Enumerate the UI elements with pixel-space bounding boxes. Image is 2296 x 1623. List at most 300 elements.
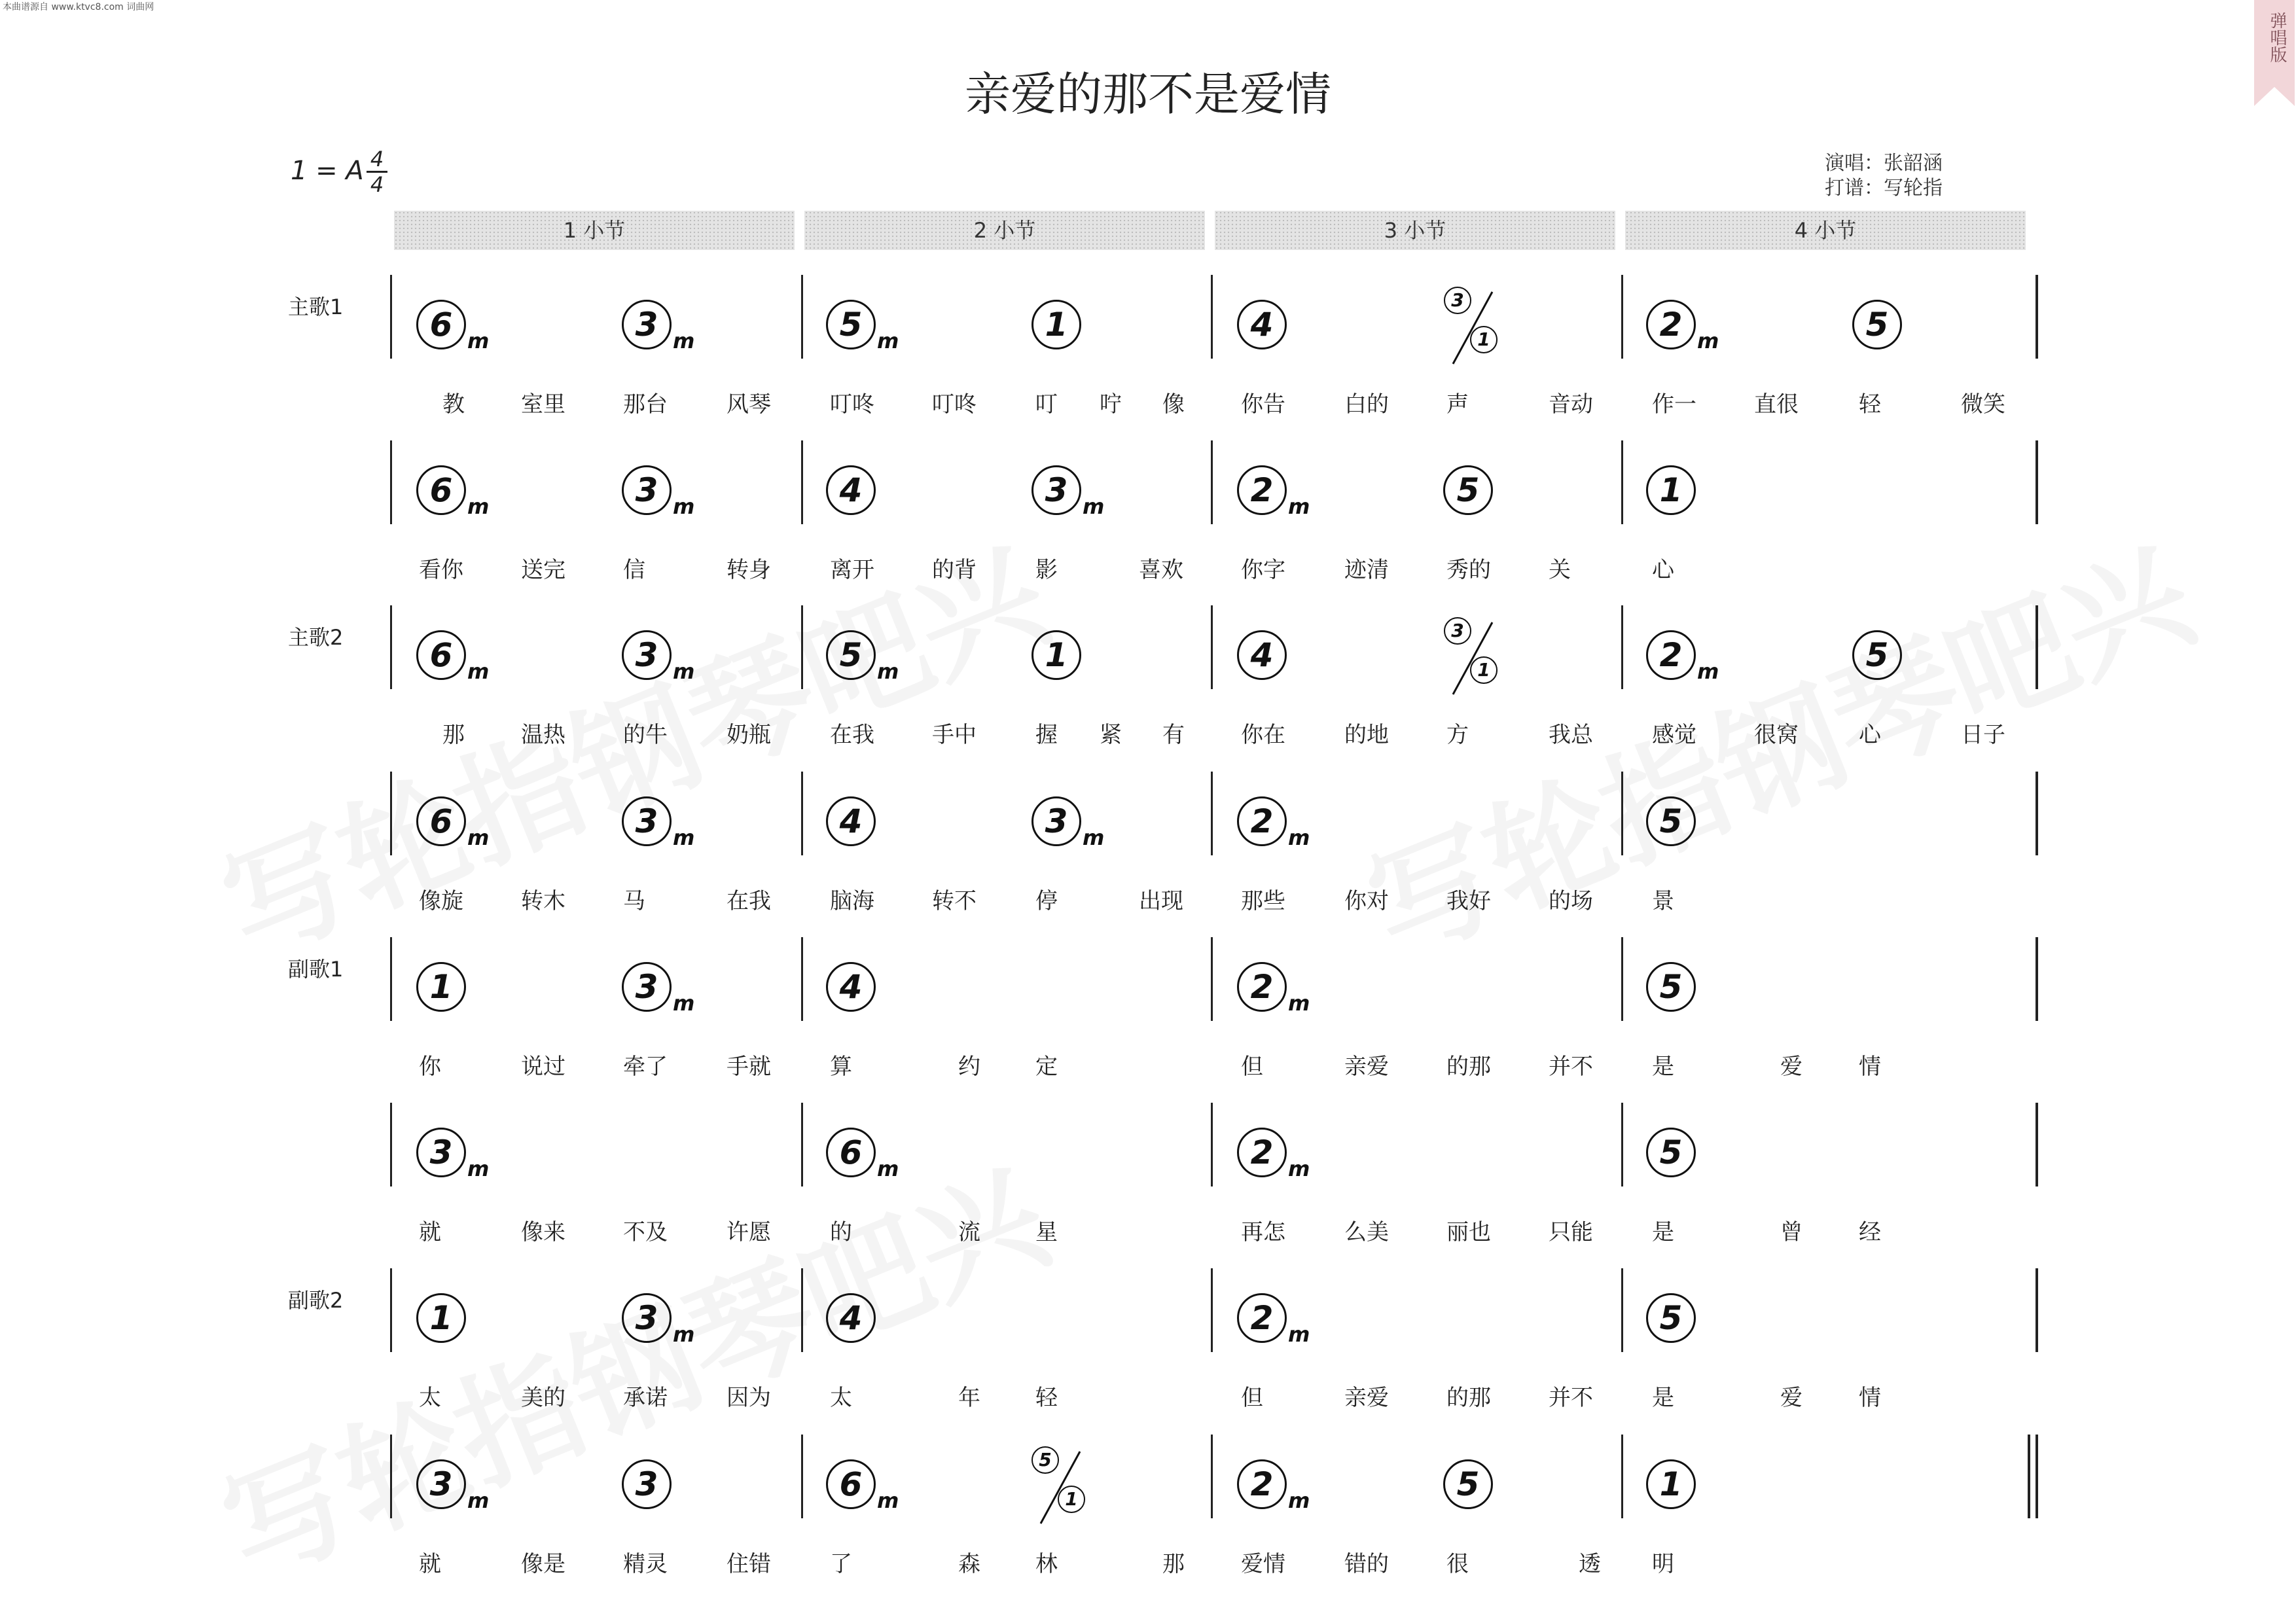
chord-symbol xyxy=(1031,300,1084,352)
slash-chord xyxy=(1440,617,1505,696)
measure-header-4: 4 小节 xyxy=(1625,211,2026,250)
chord-degree: 3 xyxy=(622,300,672,349)
chord-symbol xyxy=(1237,630,1289,683)
lyric-syllable: 住错 xyxy=(726,1551,771,1577)
chord-degree: 4 xyxy=(826,1293,876,1343)
chord-symbol xyxy=(1031,630,1084,683)
barline xyxy=(2036,275,2038,359)
lyric-syllable: 的那 xyxy=(1446,1054,1491,1080)
chord-degree: 5 xyxy=(1646,962,1696,1012)
barline xyxy=(390,772,392,855)
chord-degree: 3 xyxy=(1031,465,1081,515)
chord-symbol xyxy=(416,300,490,353)
chord-symbol xyxy=(416,630,490,684)
barline xyxy=(390,1435,392,1518)
section-label: 主歌1 xyxy=(288,294,344,319)
lyric-syllable: 信 xyxy=(623,557,645,583)
chord-degree: 6 xyxy=(416,465,466,515)
barline xyxy=(2036,937,2038,1021)
chord-minor-mark: m xyxy=(877,329,899,353)
lyric-syllable: 亲爱 xyxy=(1344,1385,1389,1411)
chord-degree: 1 xyxy=(1646,1459,1696,1509)
chord-degree: 4 xyxy=(1237,630,1287,680)
lyric-syllable: 的地 xyxy=(1344,722,1389,748)
lyric-syllable: 是 xyxy=(1652,1385,1674,1411)
lyric-syllable: 那 xyxy=(442,722,465,748)
barline xyxy=(390,440,392,524)
lyric-syllable: 亲爱 xyxy=(1344,1054,1389,1080)
chord-symbol xyxy=(622,962,695,1016)
slash-chord-bass: 1 xyxy=(1470,326,1498,353)
chord-symbol xyxy=(1237,300,1289,352)
barline xyxy=(1621,937,1623,1021)
chord-degree: 5 xyxy=(1852,630,1902,680)
lyric-syllable: 喜欢 xyxy=(1139,557,1183,583)
watermark xyxy=(194,1120,1068,1611)
chord-minor-mark: m xyxy=(467,494,490,519)
chord-symbol xyxy=(1646,630,1719,684)
chord-symbol xyxy=(1852,300,1905,352)
barline xyxy=(1211,1103,1213,1186)
chord-symbol xyxy=(826,1293,878,1346)
lyric-syllable: 叮 xyxy=(1035,391,1058,418)
chord-degree: 1 xyxy=(1646,465,1696,515)
barline xyxy=(1211,605,1213,689)
lyric-syllable: 并不 xyxy=(1549,1054,1593,1080)
lyric-syllable: 像来 xyxy=(521,1219,565,1245)
lyric-syllable: 情 xyxy=(1859,1054,1881,1080)
lyric-syllable: 紧 xyxy=(1100,722,1122,748)
lyric-syllable: 你在 xyxy=(1241,722,1285,748)
lyric-syllable: 的牛 xyxy=(623,722,668,748)
chord-symbol xyxy=(826,1459,899,1513)
lyric-syllable: 林 xyxy=(1035,1551,1058,1577)
lyric-syllable: 出现 xyxy=(1139,888,1183,914)
lyric-syllable: 流 xyxy=(958,1219,980,1245)
lyric-syllable: 感觉 xyxy=(1652,722,1696,748)
chord-degree: 1 xyxy=(416,962,466,1012)
barline xyxy=(2036,605,2038,689)
chord-symbol xyxy=(622,630,695,684)
barline xyxy=(390,1268,392,1352)
lyric-syllable: 经 xyxy=(1859,1219,1881,1245)
lyric-syllable: 室里 xyxy=(521,391,565,418)
lyric-syllable: 的背 xyxy=(932,557,977,583)
chord-minor-mark: m xyxy=(1288,1156,1310,1181)
chord-minor-mark: m xyxy=(673,825,695,850)
chord-minor-mark: m xyxy=(877,1488,899,1513)
barline xyxy=(801,275,803,359)
lyric-syllable: 轻 xyxy=(1859,391,1881,418)
barline xyxy=(801,605,803,689)
lyric-syllable: 并不 xyxy=(1549,1385,1593,1411)
chord-degree: 6 xyxy=(416,630,466,680)
lyric-syllable: 很窝 xyxy=(1754,722,1799,748)
lyric-syllable: 就 xyxy=(419,1551,441,1577)
lyric-syllable: 你对 xyxy=(1344,888,1389,914)
lyric-syllable: 年 xyxy=(958,1385,980,1411)
lyric-syllable: 爱 xyxy=(1780,1054,1803,1080)
slash-chord-bass: 1 xyxy=(1058,1486,1085,1513)
barline xyxy=(1621,1268,1623,1352)
lyric-syllable: 约 xyxy=(958,1054,980,1080)
chord-symbol xyxy=(416,1128,490,1181)
lyric-syllable: 是 xyxy=(1652,1219,1674,1245)
time-signature xyxy=(364,148,390,196)
chord-symbol xyxy=(1237,465,1310,519)
chord-symbol xyxy=(416,796,490,850)
barline xyxy=(801,440,803,524)
lyric-syllable: 温热 xyxy=(521,722,565,748)
slash-chord-top: 3 xyxy=(1444,617,1471,645)
chord-minor-mark: m xyxy=(1288,825,1310,850)
barline xyxy=(2036,1268,2038,1352)
chord-minor-mark: m xyxy=(1288,991,1310,1016)
chord-symbol xyxy=(622,465,695,519)
lyric-syllable: 马 xyxy=(623,888,645,914)
lyric-syllable: 你告 xyxy=(1241,391,1285,418)
chord-minor-mark: m xyxy=(1697,659,1719,684)
chord-degree: 3 xyxy=(622,1293,672,1343)
lyric-syllable: 叮咚 xyxy=(932,391,977,418)
song-title: 亲爱的那不是爱情 xyxy=(965,67,1331,121)
lyric-syllable: 有 xyxy=(1162,722,1185,748)
version-ribbon-label: 弹唱版 xyxy=(2267,12,2287,63)
lyric-syllable: 说过 xyxy=(521,1054,565,1080)
chord-minor-mark: m xyxy=(1288,1322,1310,1347)
chord-degree: 3 xyxy=(416,1128,466,1177)
barline xyxy=(801,937,803,1021)
chord-minor-mark: m xyxy=(1697,329,1719,353)
lyric-syllable: 我好 xyxy=(1446,888,1491,914)
chord-degree: 3 xyxy=(622,796,672,846)
lyric-syllable: 只能 xyxy=(1549,1219,1593,1245)
lyric-syllable: 牵了 xyxy=(623,1054,668,1080)
lyric-syllable: 精灵 xyxy=(623,1551,668,1577)
lyric-syllable: 咛 xyxy=(1100,391,1122,418)
lyric-syllable: 曾 xyxy=(1780,1219,1803,1245)
lyric-syllable: 奶瓶 xyxy=(726,722,771,748)
slash-chord xyxy=(1440,287,1505,365)
lyric-syllable: 轻 xyxy=(1035,1385,1058,1411)
lyric-syllable: 明 xyxy=(1652,1551,1674,1577)
lyric-syllable: 心 xyxy=(1652,557,1674,583)
barline xyxy=(1211,772,1213,855)
lyric-syllable: 爱 xyxy=(1780,1385,1803,1411)
barline xyxy=(1621,772,1623,855)
measure-header-2: 2 小节 xyxy=(804,211,1205,250)
lyric-syllable: 转身 xyxy=(726,557,771,583)
measure-header-3: 3 小节 xyxy=(1215,211,1615,250)
chord-degree: 5 xyxy=(1852,300,1902,349)
lyric-syllable: 手就 xyxy=(726,1054,771,1080)
lyric-syllable: 美的 xyxy=(521,1385,565,1411)
chord-degree: 2 xyxy=(1646,630,1696,680)
chord-degree: 3 xyxy=(622,962,672,1012)
chord-minor-mark: m xyxy=(1288,1488,1310,1513)
lyric-syllable: 直很 xyxy=(1754,391,1799,418)
chord-degree: 4 xyxy=(826,962,876,1012)
lyric-syllable: 是 xyxy=(1652,1054,1674,1080)
chord-degree: 5 xyxy=(826,630,876,680)
lyric-syllable: 的场 xyxy=(1549,888,1593,914)
lyric-syllable: 手中 xyxy=(932,722,977,748)
chord-degree: 2 xyxy=(1237,1128,1287,1177)
slash-chord-top: 3 xyxy=(1444,287,1471,314)
chord-symbol xyxy=(1443,465,1496,518)
lyric-syllable: 叮咚 xyxy=(830,391,874,418)
barline xyxy=(801,772,803,855)
chord-degree: 1 xyxy=(416,1293,466,1343)
chord-symbol xyxy=(1646,465,1698,518)
chord-degree: 3 xyxy=(622,630,672,680)
lyric-syllable: 握 xyxy=(1035,722,1058,748)
chord-degree: 2 xyxy=(1237,465,1287,515)
lyric-syllable: 丽也 xyxy=(1446,1219,1491,1245)
chord-minor-mark: m xyxy=(877,1156,899,1181)
singer-credit: 演唱：张韶涵 xyxy=(1825,152,1943,175)
lyric-syllable: 停 xyxy=(1035,888,1058,914)
barline xyxy=(2036,1435,2038,1518)
chord-symbol xyxy=(826,300,899,353)
chord-symbol xyxy=(1646,1128,1698,1180)
chord-minor-mark: m xyxy=(467,825,490,850)
lyric-syllable: 情 xyxy=(1859,1385,1881,1411)
chord-degree: 6 xyxy=(416,796,466,846)
chord-degree: 1 xyxy=(1031,300,1081,349)
lyric-syllable: 爱情 xyxy=(1241,1551,1285,1577)
chord-degree: 3 xyxy=(622,465,672,515)
chord-degree: 3 xyxy=(1031,796,1081,846)
chord-symbol xyxy=(1237,1293,1310,1347)
chord-degree: 1 xyxy=(1031,630,1081,680)
lyric-syllable: 错的 xyxy=(1344,1551,1389,1577)
lyric-syllable: 星 xyxy=(1035,1219,1058,1245)
chord-minor-mark: m xyxy=(1288,494,1310,519)
chord-symbol xyxy=(826,1128,899,1181)
chord-symbol xyxy=(622,796,695,850)
lyric-syllable: 透 xyxy=(1579,1551,1601,1577)
chord-symbol xyxy=(1237,1128,1310,1181)
chord-symbol xyxy=(826,796,878,849)
barline xyxy=(2036,1103,2038,1186)
chord-symbol xyxy=(622,1459,674,1512)
lyric-syllable: 那台 xyxy=(623,391,668,418)
chord-symbol xyxy=(1031,796,1105,850)
lyric-syllable: 就 xyxy=(419,1219,441,1245)
lyric-syllable: 你字 xyxy=(1241,557,1285,583)
chord-degree: 6 xyxy=(416,300,466,349)
chord-symbol xyxy=(826,465,878,518)
barline xyxy=(801,1435,803,1518)
chord-degree: 4 xyxy=(1237,300,1287,349)
key-signature: 1 = A xyxy=(291,156,364,186)
lyric-syllable: 我总 xyxy=(1549,722,1593,748)
chord-symbol xyxy=(1237,962,1310,1016)
barline xyxy=(1621,440,1623,524)
barline xyxy=(1621,1103,1623,1186)
lyric-syllable: 像是 xyxy=(521,1551,565,1577)
lyric-syllable: 离开 xyxy=(830,557,874,583)
section-label: 副歌2 xyxy=(288,1288,344,1313)
barline xyxy=(1621,605,1623,689)
barline xyxy=(1621,1435,1623,1518)
lyric-syllable: 你 xyxy=(419,1054,441,1080)
chord-minor-mark: m xyxy=(1083,494,1105,519)
barline xyxy=(390,605,392,689)
lyric-syllable: 因为 xyxy=(726,1385,771,1411)
chord-minor-mark: m xyxy=(1083,825,1105,850)
lyric-syllable: 秀的 xyxy=(1446,557,1491,583)
chord-minor-mark: m xyxy=(673,494,695,519)
chord-degree: 5 xyxy=(1646,1293,1696,1343)
chord-symbol xyxy=(1646,1293,1698,1346)
chord-minor-mark: m xyxy=(877,659,899,684)
final-barline xyxy=(2028,1435,2030,1518)
chord-minor-mark: m xyxy=(467,329,490,353)
chord-degree: 4 xyxy=(826,465,876,515)
chord-symbol xyxy=(1031,465,1105,519)
barline xyxy=(1621,275,1623,359)
chord-degree: 4 xyxy=(826,796,876,846)
chord-degree: 2 xyxy=(1237,962,1287,1012)
section-label: 主歌2 xyxy=(288,625,344,650)
barline xyxy=(801,1103,803,1186)
time-signature-bottom: 4 xyxy=(370,172,384,197)
time-signature-top: 4 xyxy=(370,147,384,171)
barline xyxy=(390,937,392,1021)
chord-symbol xyxy=(1237,796,1310,850)
chord-symbol xyxy=(416,1293,469,1346)
lyric-syllable: 关 xyxy=(1549,557,1571,583)
lyric-syllable: 迹清 xyxy=(1344,557,1389,583)
chord-degree: 2 xyxy=(1237,796,1287,846)
chord-degree: 3 xyxy=(416,1459,466,1509)
barline xyxy=(390,275,392,359)
lyric-syllable: 许愿 xyxy=(726,1219,771,1245)
lyric-syllable: 方 xyxy=(1446,722,1469,748)
barline xyxy=(1211,937,1213,1021)
lyric-syllable: 转不 xyxy=(932,888,977,914)
lyric-syllable: 像旋 xyxy=(419,888,463,914)
lyric-syllable: 看你 xyxy=(419,557,463,583)
lyric-syllable: 日子 xyxy=(1961,722,2005,748)
chord-symbol xyxy=(826,630,899,684)
lyric-syllable: 声 xyxy=(1446,391,1469,418)
barline xyxy=(1211,440,1213,524)
lyric-syllable: 心 xyxy=(1859,722,1881,748)
chord-symbol xyxy=(622,1293,695,1347)
lyric-syllable: 音动 xyxy=(1549,391,1593,418)
slash-chord-bass: 1 xyxy=(1470,656,1498,684)
lyric-syllable: 么美 xyxy=(1344,1219,1389,1245)
chord-symbol xyxy=(1646,796,1698,849)
lyric-syllable: 定 xyxy=(1035,1054,1058,1080)
chord-degree: 6 xyxy=(826,1459,876,1509)
barline xyxy=(1211,275,1213,359)
barline xyxy=(390,1103,392,1186)
lyric-syllable: 白的 xyxy=(1344,391,1389,418)
transcriber-credit: 打谱：写轮指 xyxy=(1825,177,1943,200)
barline xyxy=(1211,1435,1213,1518)
lyric-syllable: 太 xyxy=(419,1385,441,1411)
chord-degree: 5 xyxy=(1443,465,1493,515)
lyric-syllable: 转木 xyxy=(521,888,565,914)
lyric-syllable: 脑海 xyxy=(830,888,874,914)
chord-minor-mark: m xyxy=(673,659,695,684)
chord-symbol xyxy=(1852,630,1905,683)
chord-minor-mark: m xyxy=(467,1156,490,1181)
chord-degree: 5 xyxy=(1646,796,1696,846)
lyric-syllable: 景 xyxy=(1652,888,1674,914)
lyric-syllable: 那 xyxy=(1162,1551,1185,1577)
chord-symbol xyxy=(416,1459,490,1513)
chord-degree: 3 xyxy=(622,1459,672,1509)
barline xyxy=(801,1268,803,1352)
lyric-syllable: 算 xyxy=(830,1054,852,1080)
chord-degree: 5 xyxy=(1443,1459,1493,1509)
source-note: 本曲谱源自 www.ktvc8.com 词曲网 xyxy=(3,2,154,12)
chord-symbol xyxy=(1646,962,1698,1014)
lyric-syllable: 那些 xyxy=(1241,888,1285,914)
measure-header-1: 1 小节 xyxy=(394,211,795,250)
lyric-syllable: 很 xyxy=(1446,1551,1469,1577)
chord-symbol xyxy=(1237,1459,1310,1513)
chord-symbol xyxy=(622,300,695,353)
barline xyxy=(2036,440,2038,524)
lyric-syllable: 作一 xyxy=(1652,391,1696,418)
chord-minor-mark: m xyxy=(467,659,490,684)
chord-minor-mark: m xyxy=(673,1322,695,1347)
chord-symbol xyxy=(1646,300,1719,353)
barline xyxy=(1211,1268,1213,1352)
lyric-syllable: 在我 xyxy=(726,888,771,914)
lyric-syllable: 风琴 xyxy=(726,391,771,418)
chord-symbol xyxy=(416,962,469,1014)
slash-chord-top: 5 xyxy=(1031,1446,1059,1474)
chord-symbol xyxy=(1646,1459,1698,1512)
section-label: 副歌1 xyxy=(288,957,344,982)
lyric-syllable: 像 xyxy=(1162,391,1185,418)
lyric-syllable: 的 xyxy=(830,1219,852,1245)
chord-symbol xyxy=(416,465,490,519)
lyric-syllable: 但 xyxy=(1241,1385,1263,1411)
lyric-syllable: 但 xyxy=(1241,1054,1263,1080)
slash-chord xyxy=(1028,1446,1093,1525)
lyric-syllable: 不及 xyxy=(623,1219,668,1245)
chord-symbol xyxy=(1443,1459,1496,1512)
chord-degree: 5 xyxy=(1646,1128,1696,1177)
chord-degree: 2 xyxy=(1237,1293,1287,1343)
barline xyxy=(2036,772,2038,855)
chord-degree: 6 xyxy=(826,1128,876,1177)
lyric-syllable: 微笑 xyxy=(1961,391,2005,418)
lyric-syllable: 的那 xyxy=(1446,1385,1491,1411)
lyric-syllable: 送完 xyxy=(521,557,565,583)
chord-minor-mark: m xyxy=(673,329,695,353)
chord-minor-mark: m xyxy=(673,991,695,1016)
chord-minor-mark: m xyxy=(467,1488,490,1513)
lyric-syllable: 太 xyxy=(830,1385,852,1411)
lyric-syllable: 影 xyxy=(1035,557,1058,583)
chord-degree: 2 xyxy=(1646,300,1696,349)
lyric-syllable: 在我 xyxy=(830,722,874,748)
lyric-syllable: 承诺 xyxy=(623,1385,668,1411)
lyric-syllable: 教 xyxy=(442,391,465,418)
chord-degree: 5 xyxy=(826,300,876,349)
chord-degree: 2 xyxy=(1237,1459,1287,1509)
chord-symbol xyxy=(826,962,878,1014)
